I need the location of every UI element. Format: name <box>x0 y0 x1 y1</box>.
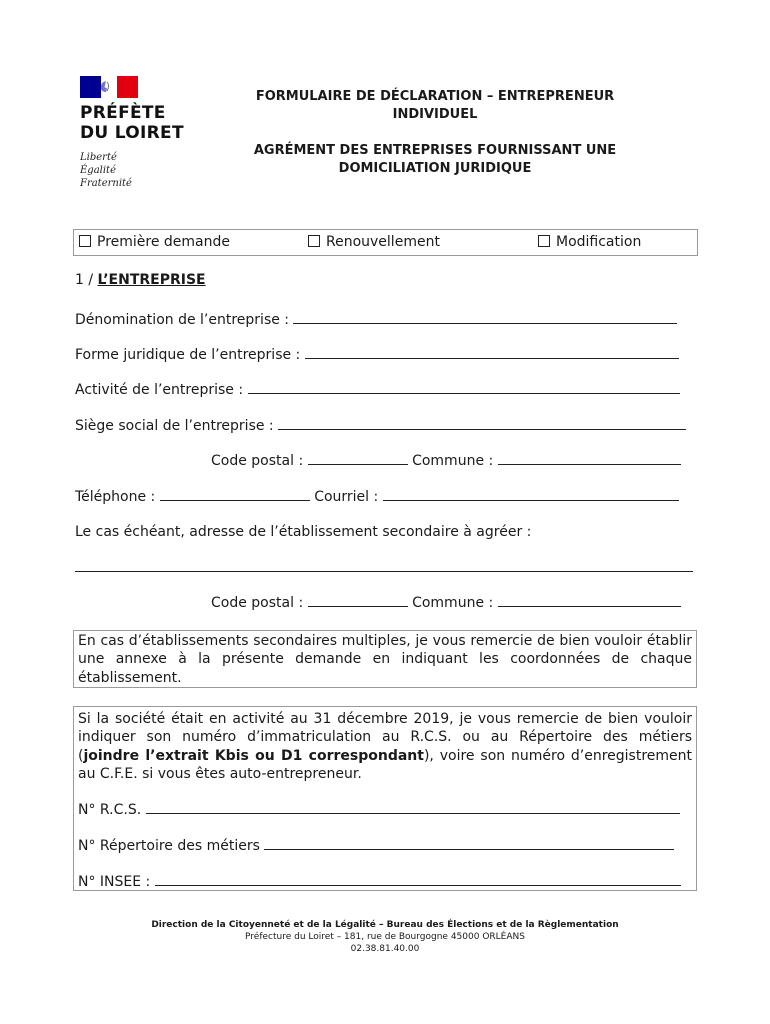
section-heading: L’ENTREPRISE <box>97 272 206 288</box>
republic-flag-icon <box>80 76 138 98</box>
siege-social-input[interactable] <box>278 416 686 430</box>
code-postal-input[interactable] <box>308 451 408 465</box>
option-premiere-demande[interactable] <box>79 234 230 250</box>
denomination-input[interactable] <box>293 310 677 324</box>
activite-input[interactable] <box>248 380 680 394</box>
commune-label: Commune : <box>412 453 494 469</box>
insee-field <box>78 872 681 891</box>
etablissement-secondaire-field <box>75 523 531 541</box>
subtitle-line1: AGRÉMENT DES ENTREPRISES FOURNISSANT UNE <box>253 143 617 158</box>
section-number: 1 / <box>75 272 94 288</box>
note-rcs-text-bold: joindre l’extrait Kbis ou D1 correspondant <box>83 747 424 764</box>
prefecture-logo <box>80 76 210 190</box>
subtitle-line2: DOMICILIATION JURIDIQUE <box>338 161 532 176</box>
denomination-label: Dénomination de l’entreprise : <box>75 312 290 328</box>
motto-egalite: Égalité <box>80 165 116 176</box>
code-postal-input-2[interactable] <box>308 593 408 607</box>
activite-label: Activité de l’entreprise : <box>75 382 244 398</box>
forme-juridique-label: Forme juridique de l’entreprise : <box>75 347 301 363</box>
checkbox-icon[interactable] <box>538 235 550 247</box>
marianne-icon <box>97 80 111 93</box>
motto-liberte: Liberté <box>80 152 117 163</box>
title-line1: FORMULAIRE DE DÉCLARATION – ENTREPRENEUR <box>255 89 615 104</box>
courriel-label: Courriel : <box>314 489 379 505</box>
request-type-box <box>73 229 698 256</box>
etablissement-secondaire-input[interactable] <box>75 558 693 572</box>
checkbox-icon[interactable] <box>79 235 91 247</box>
forme-juridique-input[interactable] <box>305 345 679 359</box>
option-renouvellement[interactable] <box>308 234 440 250</box>
prefecture-name-line1: PRÉFÈTE <box>80 103 166 123</box>
form-title <box>240 88 630 178</box>
siege-social-field <box>75 416 686 435</box>
repertoire-metiers-field <box>78 836 674 855</box>
rcs-input[interactable] <box>146 800 680 814</box>
note-rcs-text <box>78 710 692 784</box>
note-rcs-text-part2: ), voire son numéro d’enregistrement au C.F.E. si vous êtes auto-entrepreneur. <box>78 747 692 783</box>
footer-direction: Direction de la Citoyenneté et de la Légalité – Bureau des Élections et de la Règlementation <box>151 920 619 930</box>
page-footer <box>100 919 670 955</box>
rcs-field <box>78 800 680 819</box>
commune-input[interactable] <box>498 451 681 465</box>
prefecture-name-line2: DU LOIRET <box>80 123 184 143</box>
option-modification[interactable] <box>538 234 641 250</box>
republic-motto <box>80 151 210 190</box>
section-title <box>75 272 206 288</box>
insee-input[interactable] <box>155 872 681 886</box>
option-label: Renouvellement <box>326 234 440 250</box>
footer-address: Préfecture du Loiret – 181, rue de Bourgogne 45000 ORLÉANS <box>245 932 525 942</box>
rcs-label: N° R.C.S. <box>78 802 142 818</box>
telephone-label: Téléphone : <box>75 489 156 505</box>
note-rcs-text-part1: Si la société était en activité au 31 décembre 2019, je vous remercie de bien vouloir indiquer son numéro d’immatriculation au R.C.S. ou au Répertoire des métiers ( <box>78 711 692 764</box>
code-postal-label: Code postal : <box>211 595 304 611</box>
siege-social-label: Siège social de l’entreprise : <box>75 418 274 434</box>
activite-field <box>75 380 680 399</box>
commune-label: Commune : <box>412 595 494 611</box>
code-postal-commune-field-2 <box>211 593 681 612</box>
footer-phone: 02.38.81.40.00 <box>350 944 420 954</box>
repertoire-metiers-label: N° Répertoire des métiers <box>78 838 260 854</box>
etablissement-secondaire-label: Le cas échéant, adresse de l’établissement secondaire à agréer : <box>75 524 532 540</box>
note-etablissements-text: En cas d’établissements secondaires multiples, je vous remercie de bien vouloir établir une annexe à la présente demande en indiquant les coordonnées de chaque établissement. <box>78 633 692 686</box>
motto-fraternite: Fraternité <box>80 178 132 189</box>
code-postal-label: Code postal : <box>211 453 304 469</box>
note-rcs-box <box>73 706 697 891</box>
denomination-field <box>75 310 677 329</box>
note-etablissements-multiples <box>73 630 697 688</box>
option-label: Première demande <box>97 234 230 250</box>
insee-label: N° INSEE : <box>78 874 151 890</box>
courriel-input[interactable] <box>383 487 679 501</box>
code-postal-commune-field <box>211 451 681 470</box>
telephone-input[interactable] <box>160 487 310 501</box>
etablissement-secondaire-line <box>75 558 693 577</box>
prefecture-name <box>80 103 210 143</box>
forme-juridique-field <box>75 345 679 364</box>
repertoire-metiers-input[interactable] <box>264 836 674 850</box>
checkbox-icon[interactable] <box>308 235 320 247</box>
telephone-courriel-field <box>75 487 679 506</box>
commune-input-2[interactable] <box>498 593 681 607</box>
option-label: Modification <box>556 234 642 250</box>
title-line2: INDIVIDUEL <box>392 107 478 122</box>
